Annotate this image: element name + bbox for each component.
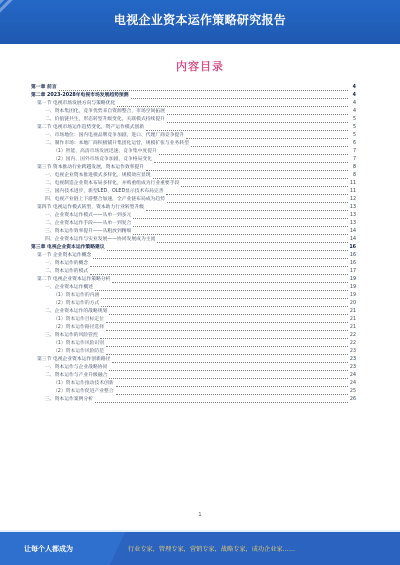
toc-leader-dots	[93, 257, 348, 259]
toc-leader-dots	[107, 249, 348, 251]
toc-entry-page: 20	[349, 301, 356, 306]
toc-leader-dots	[159, 153, 348, 155]
toc-entry-page: 22	[349, 333, 356, 338]
toc-entry[interactable]	[31, 380, 356, 388]
toc-entry[interactable]	[31, 276, 356, 284]
toc-leader-dots	[167, 201, 348, 203]
toc-entry-title: （1）资本运作的内涵	[53, 293, 100, 298]
toc-entry[interactable]	[31, 180, 356, 188]
toc-entry[interactable]	[31, 348, 356, 356]
toc-leader-dots	[153, 177, 348, 179]
toc-leader-dots	[146, 169, 348, 171]
toc-entry-page: 16	[349, 253, 356, 258]
toc-entry-page: 23	[349, 357, 356, 362]
toc-leader-dots	[133, 217, 348, 219]
toc-entry[interactable]	[31, 204, 356, 212]
toc-entry-title: （2）资本运作风险防范	[53, 349, 105, 354]
toc-entry-page: 13	[349, 205, 356, 210]
toc-leader-dots	[133, 225, 348, 227]
toc-leader-dots	[146, 129, 348, 131]
toc-entry-title: 二、价值链共生，形态转型升级变化，关联模式持续提升	[45, 117, 165, 122]
toc-entry-title: 第三节 电视企业资本运作创新路径	[37, 357, 111, 362]
toc-leader-dots	[106, 353, 348, 355]
toc-leader-dots	[109, 377, 348, 379]
toc-entry-page: 11	[349, 189, 356, 194]
toc-leader-dots	[133, 233, 348, 235]
toc-entry-page: 5	[352, 117, 356, 122]
toc-entry-page: 17	[349, 269, 356, 274]
toc-entry-page: 14	[349, 237, 356, 242]
page-number: 1	[198, 512, 202, 518]
toc-entry[interactable]	[31, 228, 356, 236]
toc-entry-title: 一、资本运作与企业战略协同	[45, 365, 108, 370]
toc-entry-title: 三、资本运作的风险管控	[45, 333, 98, 338]
toc-entry-title: 第二章 2023-2028年电视市场发展趋势预测	[31, 93, 129, 98]
toc-leader-dots	[106, 329, 348, 331]
toc-leader-dots	[186, 137, 348, 139]
toc-entry-title: 一、企业资本运作模式——从单一到多元	[45, 213, 132, 218]
toc-entry-title: （2）资本运作路径选择	[53, 325, 105, 330]
toc-entry-title: （1）资本运作推动技术创新	[53, 381, 114, 386]
footer-tags: 行业专家，管理专家，营销专家，战略专家，成功企业家……	[128, 546, 296, 553]
toc-leader-dots	[106, 321, 348, 323]
toc-entry-page: 4	[352, 109, 356, 114]
toc-leader-dots	[90, 265, 348, 267]
toc-entry-page: 19	[349, 277, 356, 282]
toc-entry-page: 7	[352, 149, 356, 154]
report-title: 电视企业资本运作策略研究报告	[113, 13, 287, 27]
toc-leader-dots	[154, 161, 348, 163]
toc-entry[interactable]	[31, 156, 356, 164]
toc-entry-page: 14	[349, 229, 356, 234]
toc-leader-dots	[116, 385, 348, 387]
toc-entry[interactable]	[31, 132, 356, 140]
toc-entry-title: 第一节 企业资本运作概念	[37, 253, 92, 258]
toc-entry[interactable]	[31, 124, 356, 132]
toc-entry-page: 12	[349, 197, 356, 202]
toc-entry-page: 8	[352, 165, 356, 170]
toc-entry-title: 第三章 电视企业资本运作策略建议	[31, 245, 105, 250]
toc-entry-title: 第二节 电视企业资本运作策略分析	[37, 277, 111, 282]
toc-leader-dots	[59, 89, 348, 91]
toc-entry-title: （1）资本运作风险识别	[53, 341, 105, 346]
toc-leader-dots	[109, 369, 348, 371]
toc-entry[interactable]	[31, 148, 356, 156]
toc-heading: 内容目录	[176, 60, 224, 73]
toc-entry-title: 一、资本集团化，竞争优势来自资源整合，市场空间拓展	[45, 109, 165, 114]
toc-entry-page: 6	[352, 141, 356, 146]
toc-entry-title: 三、资本运作案例分析	[45, 397, 93, 402]
toc-entry-page: 16	[349, 261, 356, 266]
toc-entry[interactable]	[31, 252, 356, 260]
toc-leader-dots	[106, 345, 348, 347]
toc-entry-page: 26	[349, 397, 356, 402]
toc-entry[interactable]	[31, 364, 356, 372]
toc-entry-title: 二、制作市场：本地厂商积极铺开集团化运营，规模扩张与业务转型	[45, 141, 189, 146]
toc-entry-title: 二、企业资本运作手段——从单一到复合	[45, 221, 132, 226]
toc-leader-dots	[90, 273, 348, 275]
toc-entry-title: （2）资本运作促进产业整合	[53, 389, 114, 394]
toc-entry-title: 第三节 资本推动行业跨越发展，资本运作效率提升	[37, 165, 145, 170]
toc-entry[interactable]	[31, 84, 356, 92]
toc-entry[interactable]	[31, 108, 356, 116]
toc-leader-dots	[181, 185, 348, 187]
toc-leader-dots	[116, 393, 348, 395]
toc-entry-title: （2）资本运作的方式	[53, 301, 100, 306]
toc-entry-page: 21	[349, 309, 356, 314]
footer-banner	[0, 532, 400, 565]
toc-entry[interactable]	[31, 212, 356, 220]
toc-entry[interactable]	[31, 220, 356, 228]
toc-entry-page: 4	[352, 101, 356, 106]
toc-leader-dots	[95, 289, 348, 291]
toc-entry[interactable]	[31, 316, 356, 324]
toc-entry-title: 三、资本运作效率提升——从粗放到精细	[45, 229, 132, 234]
toc-entry-title: 第二节 电视市场运作趋势变化，资产运作模式创新	[37, 125, 145, 130]
toc-leader-dots	[112, 281, 348, 283]
toc-entry-title: 第四节 电视运作模式转型，资本助力行业转型升级	[37, 205, 145, 210]
toc-entry-title: （1）资本运作目标定位	[53, 317, 105, 322]
toc-leader-dots	[95, 401, 348, 403]
toc-entry-title: 一、资本运作的概念	[45, 261, 89, 266]
toc-entry[interactable]	[31, 196, 356, 204]
toc-entry-page: 5	[352, 133, 356, 138]
toc-entry-page: 21	[349, 325, 356, 330]
toc-leader-dots	[101, 305, 348, 307]
toc-entry[interactable]	[31, 396, 356, 404]
toc-entry[interactable]	[31, 324, 356, 332]
footer-slogan: 让每个人都成为	[24, 545, 73, 553]
toc-entry-title: 二、资本运作与产业升级融合	[45, 373, 108, 378]
toc-entry-title: 三、国内技术进步，新型LED、OLED显示技术布局完善	[45, 189, 164, 194]
toc-entry-page: 19	[349, 285, 356, 290]
toc-entry-title: 四、电视产业链上下游整合加速，全产业链布局成为趋势	[45, 197, 165, 202]
toc-entry[interactable]	[31, 236, 356, 244]
toc-entry[interactable]	[31, 372, 356, 380]
toc-entry-page: 16	[349, 245, 356, 250]
toc-leader-dots	[101, 297, 348, 299]
toc-entry[interactable]	[31, 164, 356, 172]
toc-entry-page: 22	[349, 341, 356, 346]
toc-leader-dots	[131, 97, 348, 99]
toc-entry-page: 8	[352, 173, 356, 178]
toc-entry-page: 24	[349, 373, 356, 378]
toc-entry-page: 25	[349, 389, 356, 394]
toc-entry-title: 第一节 电视市场发展方向与策略优化	[37, 101, 116, 106]
toc-entry-page: 19	[349, 293, 356, 298]
toc-entry[interactable]	[31, 116, 356, 124]
toc-entry-page: 24	[349, 381, 356, 386]
header-banner	[0, 0, 400, 44]
toc-leader-dots	[109, 313, 348, 315]
toc-entry-title: （2）国内、国外市场竞争加剧，竞争格局变化	[53, 157, 152, 162]
toc-entry[interactable]	[31, 292, 356, 300]
toc-entry[interactable]	[31, 100, 356, 108]
toc-entry[interactable]	[31, 332, 356, 340]
toc-entry[interactable]	[31, 172, 356, 180]
toc-leader-dots	[157, 241, 348, 243]
toc-entry[interactable]	[31, 388, 356, 396]
toc-entry-page: 23	[349, 349, 356, 354]
toc-entry-page: 4	[352, 93, 356, 98]
toc-entry[interactable]	[31, 188, 356, 196]
table-of-contents	[31, 84, 356, 404]
toc-entry-page: 4	[352, 85, 356, 90]
toc-entry[interactable]	[31, 356, 356, 364]
toc-leader-dots	[167, 113, 348, 115]
toc-entry-page: 21	[349, 317, 356, 322]
toc-entry-title: 第一章 前言	[31, 85, 57, 90]
toc-entry-page: 23	[349, 365, 356, 370]
toc-entry[interactable]	[31, 340, 356, 348]
toc-entry-page: 5	[352, 125, 356, 130]
toc-entry[interactable]	[31, 268, 356, 276]
toc-entry-title: 一、电视企业资本推进模式多样化，规模效应显现	[45, 173, 151, 178]
toc-entry-title: 四、企业资本运作与实业发展——协同发展成为主流	[45, 237, 156, 242]
toc-entry[interactable]	[31, 260, 356, 268]
toc-leader-dots	[100, 337, 348, 339]
toc-entry-page: 7	[352, 157, 356, 162]
toc-entry-page: 13	[349, 221, 356, 226]
toc-entry[interactable]	[31, 308, 356, 316]
toc-entry[interactable]	[31, 300, 356, 308]
toc-entry-title: 二、电视制造企业资本布局多样化，并购重组成为行业重要手段	[45, 181, 180, 186]
toc-entry-page: 13	[349, 213, 356, 218]
toc-entry[interactable]	[31, 92, 356, 100]
toc-leader-dots	[146, 209, 348, 211]
toc-entry-title: 二、资本运作的模式	[45, 269, 89, 274]
toc-entry-title: 一、企业资本运作概述	[45, 285, 93, 290]
toc-leader-dots	[117, 105, 348, 107]
toc-entry-title: 一、市场地位：国内电视品牌竞争加剧，进口、代理厂商竞争提升	[45, 133, 185, 138]
toc-entry[interactable]	[31, 244, 356, 252]
toc-leader-dots	[112, 361, 348, 363]
toc-entry[interactable]	[31, 140, 356, 148]
toc-leader-dots	[191, 145, 348, 147]
toc-entry-title: 二、企业资本运作的战略规划	[45, 309, 108, 314]
toc-leader-dots	[167, 121, 348, 123]
toc-entry-title: （1）智能、高清市场发展迅速，竞争集中度提升	[53, 149, 157, 154]
toc-leader-dots	[166, 193, 348, 195]
toc-entry[interactable]	[31, 284, 356, 292]
toc-entry-page: 11	[349, 181, 356, 186]
